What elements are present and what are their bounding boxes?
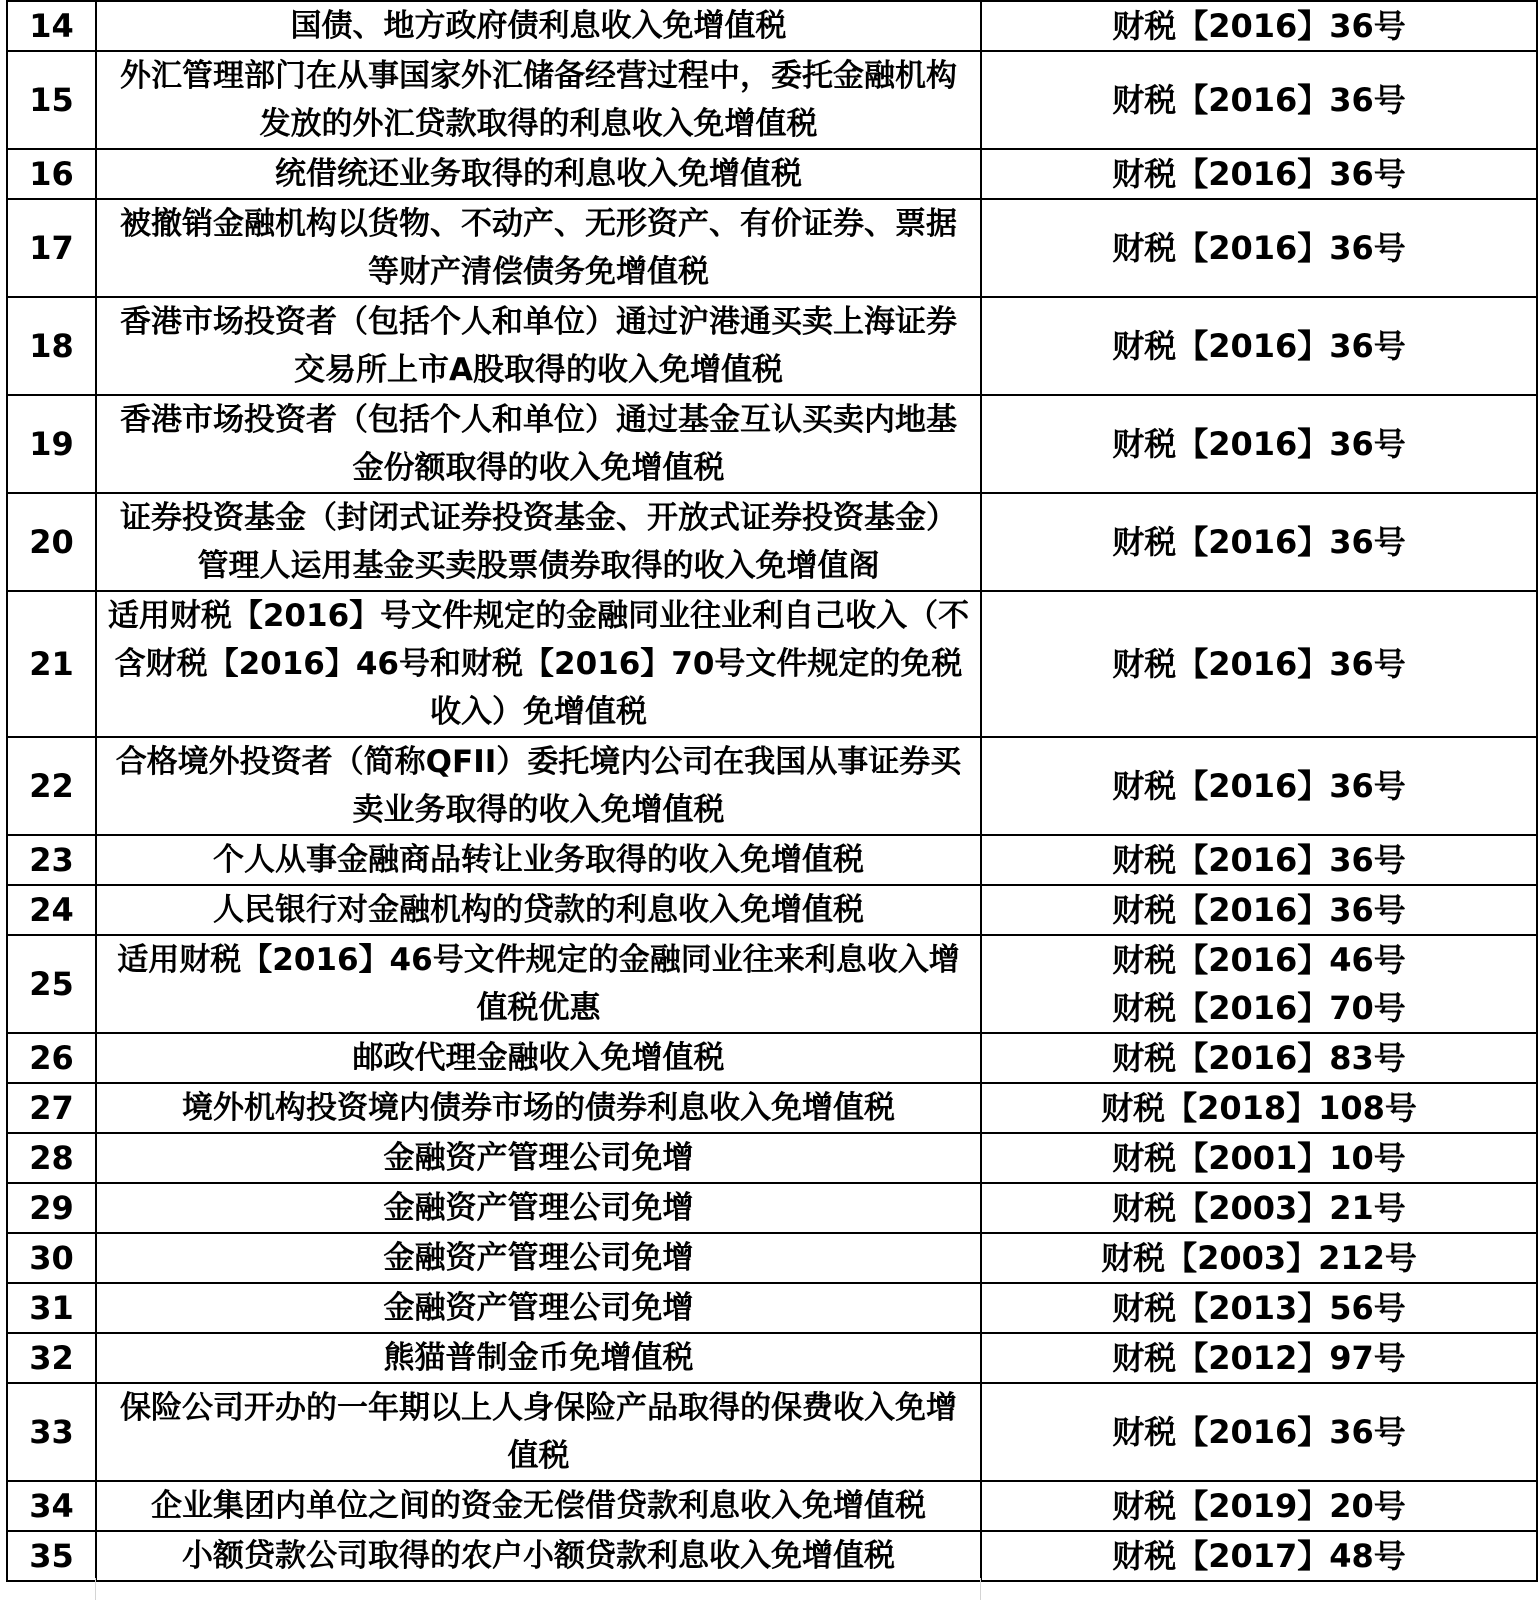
document-number: 财税【2016】36号 <box>1112 645 1406 683</box>
exemption-description: 金融资产管理公司免增 <box>96 1233 981 1283</box>
document-number: 财税【2003】21号 <box>1112 1189 1406 1227</box>
exemption-description: 人民银行对金融机构的贷款的利息收入免增值税 <box>96 885 981 935</box>
table-row <box>7 1531 1537 1581</box>
exemption-description: 小额贷款公司取得的农户小额贷款利息收入免增值税 <box>96 1531 981 1581</box>
document-number: 财税【2016】36号 <box>1112 155 1406 193</box>
table-row <box>7 1383 1537 1481</box>
row-number: 18 <box>7 297 96 395</box>
document-number: 财税【2016】36号 <box>1112 841 1406 879</box>
document-number: 财税【2013】56号 <box>1112 1289 1406 1327</box>
row-number: 23 <box>7 835 96 885</box>
document-reference <box>981 737 1537 835</box>
document-reference <box>981 199 1537 297</box>
table-row <box>7 1033 1537 1083</box>
exemption-description: 外汇管理部门在从事国家外汇储备经营过程中，委托金融机构发放的外汇贷款取得的利息收入免增值税 <box>96 51 981 149</box>
gridline <box>980 1578 981 1600</box>
exemption-description: 金融资产管理公司免增 <box>96 1183 981 1233</box>
document-reference <box>981 51 1537 149</box>
document-number: 财税【2016】46号 <box>1112 941 1406 979</box>
document-number: 财税【2016】36号 <box>1112 425 1406 463</box>
table-row <box>7 591 1537 737</box>
row-number: 26 <box>7 1033 96 1083</box>
exemption-description: 被撤销金融机构以货物、不动产、无形资产、有价证券、票据等财产清偿债务免增值税 <box>96 199 981 297</box>
table-row <box>7 1083 1537 1133</box>
gridline <box>95 1578 96 1600</box>
document-number: 财税【2016】70号 <box>1112 989 1406 1027</box>
row-number: 34 <box>7 1481 96 1531</box>
table-row <box>7 1183 1537 1233</box>
table-row <box>7 199 1537 297</box>
exemption-description: 保险公司开办的一年期以上人身保险产品取得的保费收入免增值税 <box>96 1383 981 1481</box>
exemption-description: 金融资产管理公司免增 <box>96 1283 981 1333</box>
table-row <box>7 737 1537 835</box>
exemption-description: 企业集团内单位之间的资金无偿借贷款利息收入免增值税 <box>96 1481 981 1531</box>
exemption-description: 境外机构投资境内债券市场的债券利息收入免增值税 <box>96 1083 981 1133</box>
document-number: 财税【2016】36号 <box>1112 327 1406 365</box>
exemption-description: 邮政代理金融收入免增值税 <box>96 1033 981 1083</box>
document-number: 财税【2016】36号 <box>1112 229 1406 267</box>
document-number: 财税【2001】10号 <box>1112 1139 1406 1177</box>
row-number: 27 <box>7 1083 96 1133</box>
row-number: 15 <box>7 51 96 149</box>
document-number: 财税【2016】36号 <box>1112 767 1406 805</box>
table-row <box>7 885 1537 935</box>
row-number: 14 <box>7 1 96 51</box>
document-reference <box>981 297 1537 395</box>
empty-next-row <box>6 1578 1536 1600</box>
document-number: 财税【2016】36号 <box>1112 891 1406 929</box>
row-number: 25 <box>7 935 96 1033</box>
document-reference <box>981 1 1537 51</box>
document-reference <box>981 1383 1537 1481</box>
table-row <box>7 395 1537 493</box>
document-reference <box>981 1531 1537 1581</box>
table-body <box>7 1 1537 1581</box>
tax-exemption-table <box>6 0 1538 1582</box>
document-number: 财税【2017】48号 <box>1112 1537 1406 1575</box>
exemption-description: 香港市场投资者（包括个人和单位）通过基金互认买卖内地基金份额取得的收入免增值税 <box>96 395 981 493</box>
exemption-description: 个人从事金融商品转让业务取得的收入免增值税 <box>96 835 981 885</box>
document-reference <box>981 1083 1537 1133</box>
table-row <box>7 935 1537 1033</box>
table-row <box>7 1233 1537 1283</box>
document-reference <box>981 1033 1537 1083</box>
exemption-description: 金融资产管理公司免增 <box>96 1133 981 1183</box>
row-number: 29 <box>7 1183 96 1233</box>
document-reference <box>981 1333 1537 1383</box>
document-number: 财税【2003】212号 <box>1101 1239 1417 1277</box>
document-reference <box>981 1481 1537 1531</box>
table-row <box>7 297 1537 395</box>
table-row <box>7 1333 1537 1383</box>
document-reference <box>981 149 1537 199</box>
row-number: 19 <box>7 395 96 493</box>
row-number: 16 <box>7 149 96 199</box>
exemption-description: 合格境外投资者（简称QFII）委托境内公司在我国从事证券买卖业务取得的收入免增值税 <box>96 737 981 835</box>
row-number: 17 <box>7 199 96 297</box>
document-reference <box>981 1133 1537 1183</box>
row-number: 21 <box>7 591 96 737</box>
exemption-description: 香港市场投资者（包括个人和单位）通过沪港通买卖上海证券交易所上市A股取得的收入免增值税 <box>96 297 981 395</box>
table-row <box>7 1 1537 51</box>
exemption-description: 适用财税【2016】号文件规定的金融同业往业利自己收入（不含财税【2016】46号和财税【2016】70号文件规定的免税收入）免增值税 <box>96 591 981 737</box>
document-number: 财税【2019】20号 <box>1112 1487 1406 1525</box>
document-reference <box>981 1283 1537 1333</box>
document-number: 财税【2016】36号 <box>1112 81 1406 119</box>
document-number: 财税【2018】108号 <box>1101 1089 1417 1127</box>
row-number: 24 <box>7 885 96 935</box>
document-reference <box>981 885 1537 935</box>
table-row <box>7 1133 1537 1183</box>
row-number: 32 <box>7 1333 96 1383</box>
document-reference <box>981 591 1537 737</box>
exemption-description: 证券投资基金（封闭式证券投资基金、开放式证券投资基金）管理人运用基金买卖股票债券取得的收入免增值阁 <box>96 493 981 591</box>
row-number: 30 <box>7 1233 96 1283</box>
table-row <box>7 493 1537 591</box>
table-row <box>7 1481 1537 1531</box>
table-row <box>7 1283 1537 1333</box>
document-number: 财税【2016】36号 <box>1112 1413 1406 1451</box>
exemption-description: 适用财税【2016】46号文件规定的金融同业往来利息收入增值税优惠 <box>96 935 981 1033</box>
row-number: 31 <box>7 1283 96 1333</box>
table-row <box>7 835 1537 885</box>
exemption-description: 统借统还业务取得的利息收入免增值税 <box>96 149 981 199</box>
document-number: 财税【2016】36号 <box>1112 523 1406 561</box>
row-number: 20 <box>7 493 96 591</box>
exemption-description: 国债、地方政府债利息收入免增值税 <box>96 1 981 51</box>
table-row <box>7 51 1537 149</box>
document-reference <box>981 395 1537 493</box>
document-reference <box>981 935 1537 1033</box>
row-number: 22 <box>7 737 96 835</box>
document-number: 财税【2016】83号 <box>1112 1039 1406 1077</box>
document-reference <box>981 1183 1537 1233</box>
document-number: 财税【2016】36号 <box>1112 7 1406 45</box>
row-number: 33 <box>7 1383 96 1481</box>
document-reference <box>981 835 1537 885</box>
document-reference <box>981 493 1537 591</box>
row-number: 35 <box>7 1531 96 1581</box>
exemption-description: 熊猫普制金币免增值税 <box>96 1333 981 1383</box>
table-row <box>7 149 1537 199</box>
document-reference <box>981 1233 1537 1283</box>
document-number: 财税【2012】97号 <box>1112 1339 1406 1377</box>
row-number: 28 <box>7 1133 96 1183</box>
